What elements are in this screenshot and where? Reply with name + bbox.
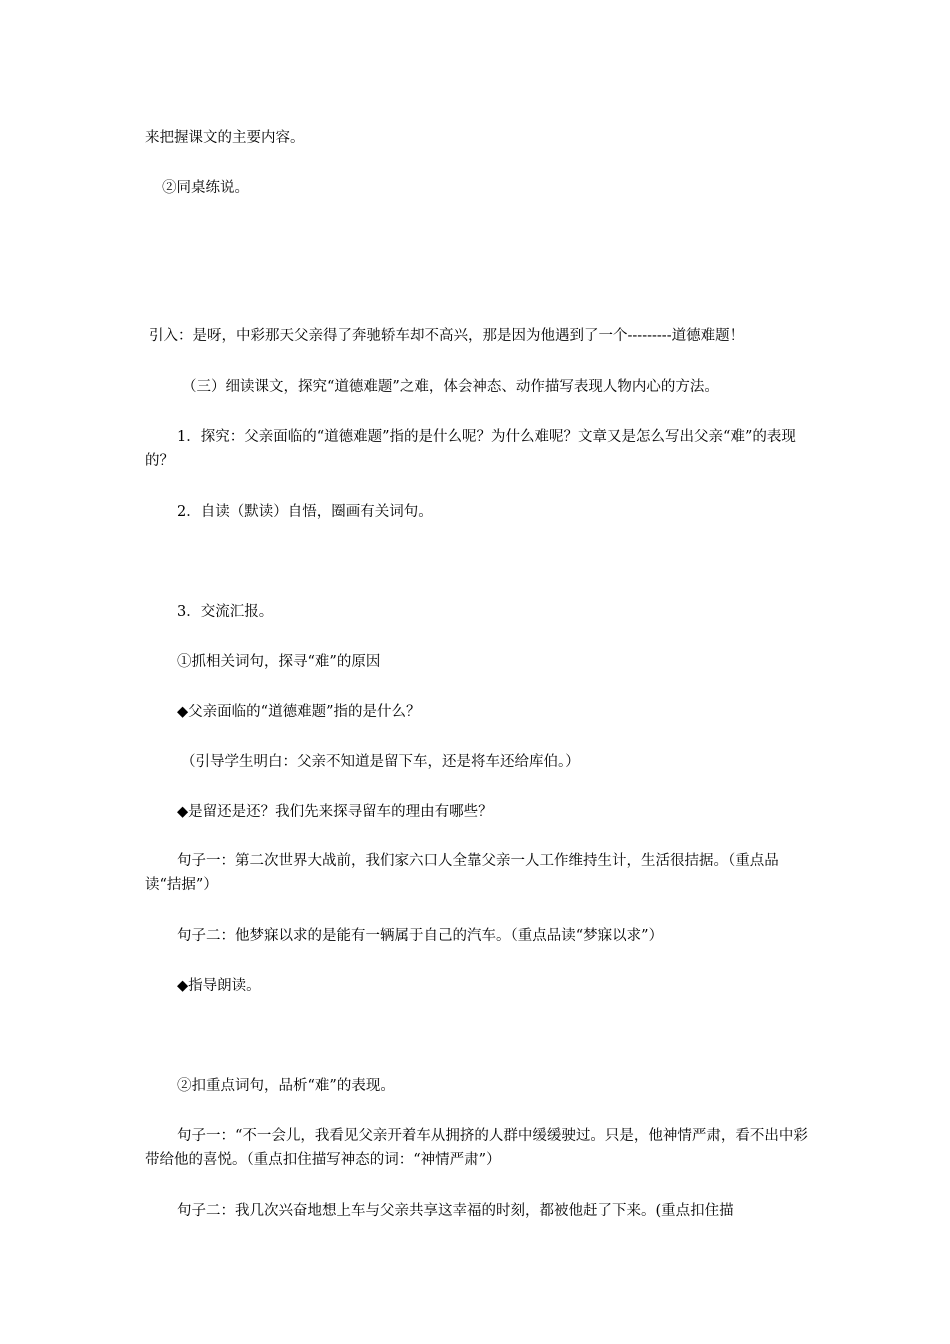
- paragraph-explore: 1．探究：父亲面临的“道德难题”指的是什么呢？为什么难呢？文章又是怎么写出父亲“难”的表现的？: [145, 429, 796, 469]
- paragraph-guidance: （引导学生明白：父亲不知道是留下车，还是将车还给库伯。）: [181, 754, 580, 770]
- paragraph-introduction: 引入：是呀，中彩那天父亲得了奔驰轿车却不高兴，那是因为他遇到了一个---------道德难题！: [149, 328, 745, 344]
- paragraph-question-keep: ◆是留还是还？我们先来探寻留车的理由有哪些？: [177, 804, 493, 820]
- section-heading-three: （三）细读课文，探究“道德难题”之难，体会神态、动作描写表现人物内心的方法。: [182, 379, 719, 395]
- paragraph-analyze: ②扣重点词句，品析“难”的表现。: [177, 1078, 395, 1094]
- paragraph-main-content: 来把握课文的主要内容。: [145, 130, 305, 146]
- paragraph-expression-two: 句子二：我几次兴奋地想上车与父亲共享这幸福的时刻，都被他赶了下来。(重点扣住描: [177, 1203, 734, 1219]
- paragraph-report: 3．交流汇报。: [177, 604, 274, 620]
- paragraph-pair-practice: ②同桌练说。: [162, 180, 249, 196]
- paragraph-sentence-two: 句子二：他梦寐以求的是能有一辆属于自己的汽车。（重点品读“梦寐以求”）: [177, 928, 664, 944]
- paragraph-find-reasons: ①抓相关词句，探寻“难”的原因: [177, 654, 381, 670]
- paragraph-self-read: 2．自读（默读）自悟，圈画有关词句。: [177, 504, 433, 520]
- paragraph-expression-one: 句子一：“不一会儿，我看见父亲开着车从拥挤的人群中缓缓驶过。只是，他神情严肃，看不出中彩带给他的喜悦。（重点扣住描写神态的词：“神情严肃”）: [145, 1128, 808, 1168]
- paragraph-question-dilemma: ◆父亲面临的“道德难题”指的是什么？: [177, 704, 421, 720]
- paragraph-sentence-one: 句子一：第二次世界大战前，我们家六口人全靠父亲一人工作维持生计，生活很拮据。（重点品读“拮据”）: [145, 853, 779, 893]
- paragraph-read-aloud: ◆指导朗读。: [177, 978, 261, 994]
